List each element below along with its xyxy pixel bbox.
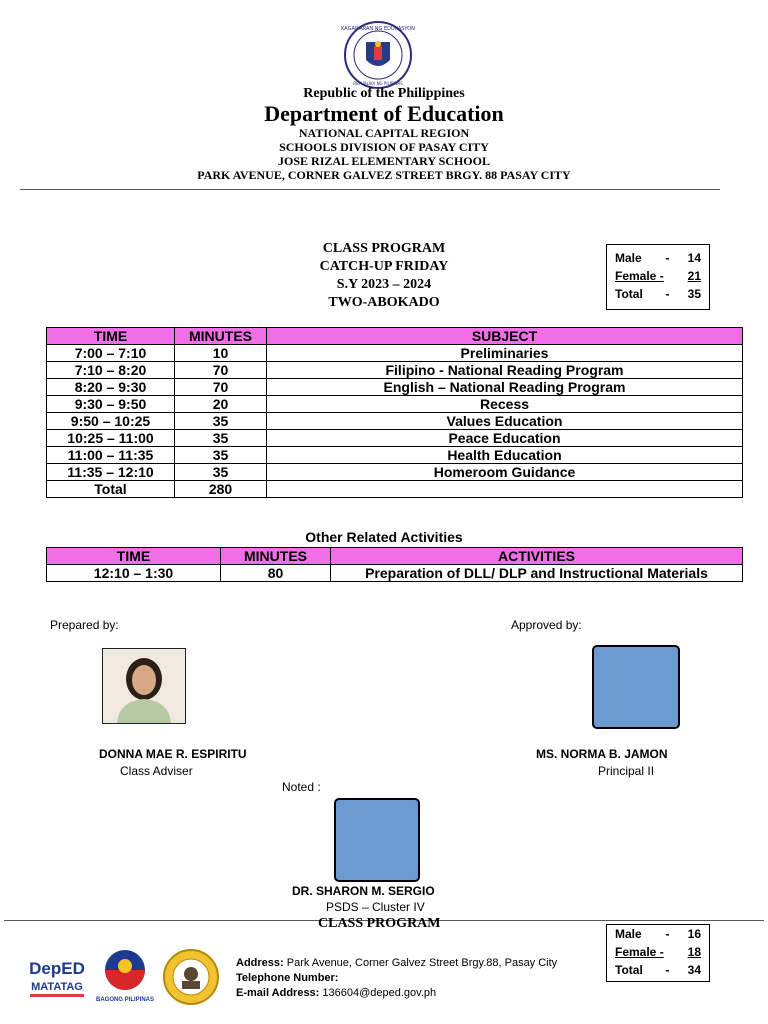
female-label: Female - (615, 269, 664, 283)
prepared-by-label: Prepared by: (50, 618, 119, 632)
cell-subject: Preliminaries (267, 345, 743, 362)
telephone-label: Telephone Number: (236, 972, 339, 984)
cell-time: 9:30 – 9:50 (47, 396, 175, 413)
table-row (47, 464, 743, 481)
cell-minutes: 80 (221, 565, 331, 582)
header-time: TIME (47, 328, 175, 345)
table-row (47, 413, 743, 430)
cell-minutes: 35 (175, 430, 267, 447)
cell-time: 12:10 – 1:30 (47, 565, 221, 582)
cell-minutes: 70 (175, 362, 267, 379)
principal-signature-box (592, 645, 680, 729)
deped-matatag-logo (26, 948, 88, 1006)
email-label: E-mail Address: (236, 987, 320, 999)
total-row (47, 481, 743, 498)
program-subtitle: CATCH-UP FRIDAY (319, 259, 449, 274)
cell-time: 9:50 – 10:25 (47, 413, 175, 430)
school-seal-logo (160, 948, 222, 1006)
cell-subject: Recess (267, 396, 743, 413)
total-count: 35 (687, 287, 701, 301)
dash: - (665, 251, 670, 265)
table-row (47, 430, 743, 447)
female-count: 18 (687, 945, 701, 959)
school-year: S.Y 2023 – 2024 (336, 277, 432, 292)
cell-time: 11:00 – 11:35 (47, 447, 175, 464)
school-address: PARK AVENUE, CORNER GALVEZ STREET BRGY. 88 PASAY CITY (197, 168, 571, 182)
cell-time: 8:20 – 9:30 (47, 379, 175, 396)
cell-time: 7:10 – 8:20 (47, 362, 175, 379)
table-row (47, 565, 743, 582)
principal-name: MS. NORMA B. JAMON (536, 747, 668, 761)
header-divider (20, 189, 720, 190)
male-label: Male (615, 251, 642, 265)
dash: - (665, 927, 670, 941)
total-minutes: 280 (175, 481, 267, 498)
psds-role: PSDS – Cluster IV (326, 900, 425, 914)
header-activities: ACTIVITIES (331, 548, 743, 565)
table-row (47, 362, 743, 379)
footer-title: CLASS PROGRAM (318, 916, 441, 931)
total-label: Total (615, 287, 643, 301)
adviser-name: DONNA MAE R. ESPIRITU (99, 747, 247, 761)
header-minutes: MINUTES (221, 548, 331, 565)
enrollment-box-top (606, 244, 710, 310)
adviser-photo (102, 648, 186, 724)
person-photo-icon (103, 649, 185, 723)
cell-minutes: 70 (175, 379, 267, 396)
female-count: 21 (687, 269, 701, 283)
address-value: Park Avenue, Corner Galvez Street Brgy.88, Pasay City (283, 957, 558, 969)
table-row (47, 345, 743, 362)
bagong-pilipinas-logo (94, 946, 156, 1004)
cell-minutes: 10 (175, 345, 267, 362)
table-row (47, 447, 743, 464)
cell-subject: Values Education (267, 413, 743, 430)
principal-role: Principal II (598, 764, 655, 778)
other-activities-table (46, 547, 743, 582)
cell-time: 7:00 – 7:10 (47, 345, 175, 362)
total-label: Total (615, 963, 643, 977)
cell-subject: Filipino - National Reading Program (267, 362, 743, 379)
republic-label: Republic of the Philippines (303, 86, 465, 101)
noted-label: Noted : (282, 780, 321, 794)
cell-minutes: 20 (175, 396, 267, 413)
dash: - (665, 287, 670, 301)
cell-minutes: 35 (175, 447, 267, 464)
school-label: JOSE RIZAL ELEMENTARY SCHOOL (278, 154, 490, 168)
header-minutes: MINUTES (175, 328, 267, 345)
header-time: TIME (47, 548, 221, 565)
bagong-pilipinas-text: BAGONG PILIPINAS (95, 997, 155, 1003)
other-header-row (47, 548, 743, 565)
table-row (47, 396, 743, 413)
cell-subject: English – National Reading Program (267, 379, 743, 396)
cell-minutes: 35 (175, 464, 267, 481)
male-count: 14 (687, 251, 701, 265)
approved-by-label: Approved by: (511, 618, 582, 632)
section-name: TWO-ABOKADO (328, 295, 440, 310)
cell-time: 10:25 – 11:00 (47, 430, 175, 447)
male-count: 16 (687, 927, 701, 941)
deped-seal-logo (338, 20, 418, 90)
table-row (47, 379, 743, 396)
cell-subject: Homeroom Guidance (267, 464, 743, 481)
header-subject: SUBJECT (267, 328, 743, 345)
footer-contact (236, 956, 602, 1001)
total-label: Total (47, 481, 175, 498)
email-value: 136604@deped.gov.ph (319, 987, 437, 999)
adviser-role: Class Adviser (120, 764, 193, 778)
total-empty-cell (267, 481, 743, 498)
seal-bottom-text: REPUBLIKA NG PILIPINAS (353, 81, 403, 86)
schedule-table (46, 327, 743, 498)
cell-minutes: 35 (175, 413, 267, 430)
department-title: Department of Education (264, 101, 504, 126)
dash: - (665, 963, 670, 977)
psds-name: DR. SHARON M. SERGIO (292, 884, 435, 898)
other-activities-title: Other Related Activities (305, 529, 463, 545)
address-label: Address: (236, 957, 284, 969)
program-title: CLASS PROGRAM (322, 241, 446, 256)
division-label: SCHOOLS DIVISION OF PASAY CITY (279, 140, 489, 154)
cell-subject: Peace Education (267, 430, 743, 447)
cell-activity: Preparation of DLL/ DLP and Instructional Materials (331, 565, 743, 582)
enrollment-box-bottom (606, 924, 710, 982)
male-label: Male (615, 927, 642, 941)
deped-logo-text: DepED (29, 959, 85, 978)
female-label: Female - (615, 945, 664, 959)
cell-time: 11:35 – 12:10 (47, 464, 175, 481)
psds-signature-box (334, 798, 420, 882)
total-count: 34 (687, 963, 701, 977)
matatag-logo-text: MATATAG (31, 981, 83, 993)
cell-subject: Health Education (267, 447, 743, 464)
region-label: NATIONAL CAPITAL REGION (298, 126, 470, 140)
seal-top-text: KAGAWARAN NG EDUKASYON (341, 26, 415, 32)
schedule-header-row (47, 328, 743, 345)
